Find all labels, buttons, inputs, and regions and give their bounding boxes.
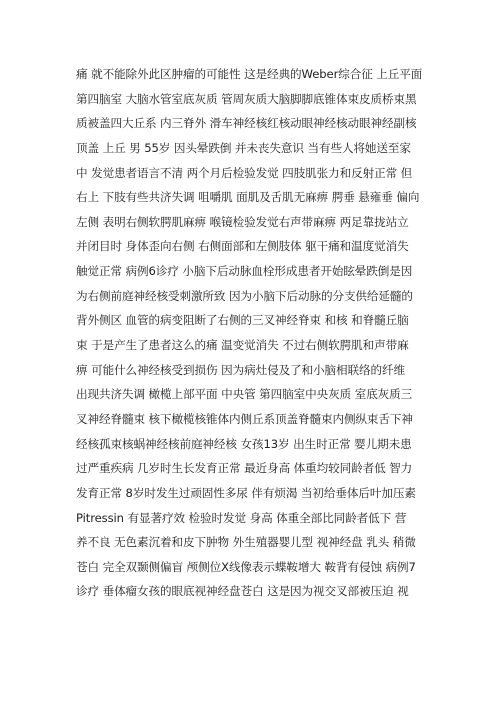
text-line: 质被盖四大丘系 内三脊外 滑车神经核红核动眼神经核动眼神经副核 bbox=[76, 116, 417, 131]
text-line: 诊疗 垂体瘤女孩的眼底视神经盘苍白 这是因为视交叉部被压迫 视 bbox=[76, 584, 409, 599]
text-line: Pitressin 有显著疗效 检验时发觉 身高 体重全部比同龄者低下 营 bbox=[76, 510, 407, 525]
text-line: 养不良 无色素沉着和皮下肿物 外生殖器婴儿型 视神经盘 乳头 稍微 bbox=[76, 535, 416, 550]
text-line: 发育正常 8岁时发生过顽固性多尿 伴有烦渴 当初给垂体后叶加压素 bbox=[76, 485, 416, 500]
text-line: 右上 下肢有些共济失调 咀嚼肌 面肌及舌肌无麻痹 腭垂 悬雍垂 偏向 bbox=[76, 190, 420, 205]
text-line: 顶盖 上丘 男 55岁 因头晕跌倒 并未丧失意识 当有些人将她送至家 bbox=[76, 140, 411, 155]
text-line: 并闭目时 身体歪向右侧 右侧面部和左侧肢体 躯干痛和温度觉消失 bbox=[76, 239, 409, 254]
text-line: 痹 可能什么神经核受到损伤 因为病灶侵及了和小脑相联络的纤维 bbox=[76, 362, 405, 377]
text-line: 苍白 完全双颞侧偏盲 颅侧位X线像表示蝶鞍增大 鞍背有侵蚀 病例7 bbox=[76, 559, 416, 574]
text-line: 叉神经脊髓束 核下橄榄核锥体内侧丘系顶盖脊髓束内侧纵束舌下神 bbox=[76, 411, 413, 426]
text-line: 过严重疾病 几岁时生长发育正常 最近身高 体重均较同龄者低 智力 bbox=[76, 461, 413, 476]
document-body bbox=[76, 62, 436, 604]
text-line: 第四脑室 大脑水管室底灰质 管周灰质大脑脚脚底锥体束皮质桥束黑 bbox=[76, 91, 417, 106]
text-line: 触觉正常 病例6诊疗 小脑下后动脉血栓形成患者开始眩晕跌倒是因 bbox=[76, 264, 413, 279]
text-line: 经核孤束核蜗神经核前庭神经核 女孩13岁 出生时正常 婴儿期未患 bbox=[76, 436, 412, 451]
text-line: 痛 就不能除外此区肿瘤的可能性 这是经典的Weber综合征 上丘平面 bbox=[76, 67, 423, 81]
text-line: 出现共济失调 橄榄上部平面 中央管 第四脑室中央灰质 室底灰质三 bbox=[76, 387, 413, 402]
text-line: 左侧 表明右侧软腭肌麻痹 喉镜检验发觉右声带麻痹 两足靠拢站立 bbox=[76, 214, 409, 229]
text-line: 束 于是产生了患者这么的痛 温变觉消失 不过右侧软腭肌和声带麻 bbox=[76, 338, 409, 353]
text-line: 中 发觉患者语言不清 两个月后检验发觉 四肢肌张力和反射正常 但 bbox=[76, 165, 413, 180]
text-line: 背外侧区 血管的病变阻断了右侧的三叉神经脊束 和核 和脊髓丘脑 bbox=[76, 313, 409, 328]
text-line: 为右侧前庭神经核受刺激所致 因为小脑下后动脉的分支供给延髓的 bbox=[76, 288, 413, 303]
